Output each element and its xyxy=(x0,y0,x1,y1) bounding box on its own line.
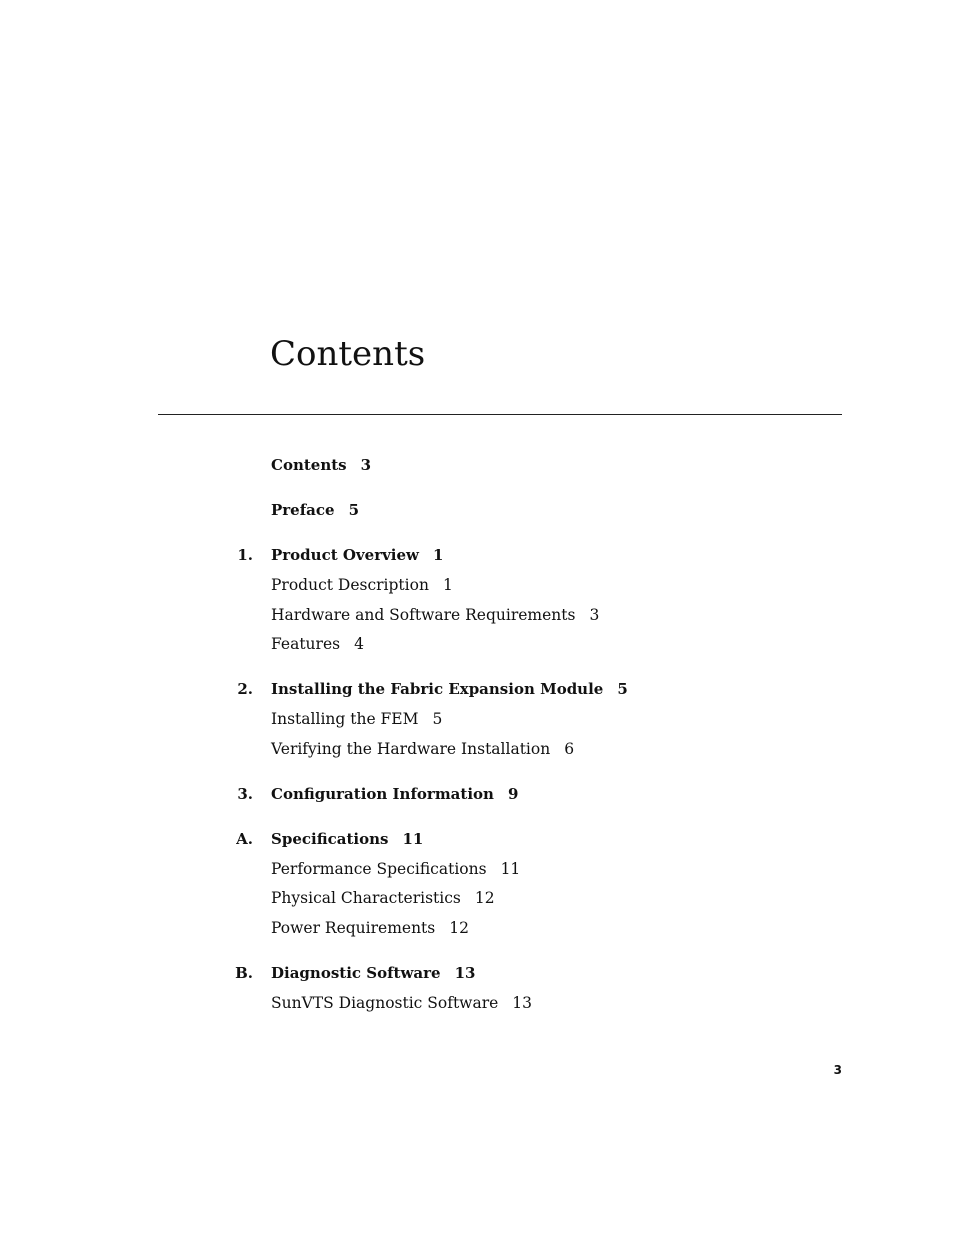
toc-entry-label: Power Requirements xyxy=(271,919,436,937)
toc-entry-page: 12 xyxy=(449,919,469,937)
toc-chapter-entry[interactable] xyxy=(271,545,443,565)
toc-entry-label: Physical Characteristics xyxy=(271,889,461,907)
toc-entry-page: 6 xyxy=(564,740,575,758)
toc-section-entry[interactable] xyxy=(271,575,453,595)
toc-chapter-entry[interactable] xyxy=(271,784,518,804)
toc-chapter-entry[interactable] xyxy=(271,500,359,520)
toc-section-entry[interactable] xyxy=(271,993,532,1013)
toc-entry-page: 5 xyxy=(432,710,443,728)
toc-entry-page: 1 xyxy=(442,576,453,594)
toc-entry-label: SunVTS Diagnostic Software xyxy=(271,994,499,1012)
toc-entry-page: 3 xyxy=(360,456,372,474)
toc-entry-label: Product Overview xyxy=(271,546,419,564)
toc-chapter-entry[interactable] xyxy=(271,829,423,849)
toc-entry-page: 3 xyxy=(589,606,600,624)
toc-entry-label: Product Description xyxy=(271,576,429,594)
page-number: 3 xyxy=(833,1063,842,1077)
toc-chapter-entry[interactable] xyxy=(271,679,628,699)
toc-entry-label: Verifying the Hardware Installation xyxy=(271,740,551,758)
toc-entry-page: 13 xyxy=(512,994,533,1012)
toc-section-entry[interactable] xyxy=(271,605,599,625)
toc-entry-label: Hardware and Software Requirements xyxy=(271,606,576,624)
toc-chapter-entry[interactable] xyxy=(271,455,371,475)
toc-chapter-number: 3. xyxy=(237,785,253,803)
toc-entry-label: Features xyxy=(271,635,341,653)
toc-entry-page: 1 xyxy=(432,546,444,564)
toc-chapter-entry[interactable] xyxy=(271,963,475,983)
page-title: Contents xyxy=(270,334,426,374)
toc-entry-page: 13 xyxy=(454,964,476,982)
toc-entry-label: Performance Specifications xyxy=(271,860,487,878)
toc-entry-label: Specifications xyxy=(271,830,389,848)
toc-section-entry[interactable] xyxy=(271,918,469,938)
toc-entry-label: Installing the Fabric Expansion Module xyxy=(271,680,604,698)
toc-entry-label: Configuration Information xyxy=(271,785,494,803)
toc-section-entry[interactable] xyxy=(271,859,520,879)
toc-entry-page: 5 xyxy=(617,680,628,698)
toc-entry-page: 5 xyxy=(348,501,360,519)
toc-entry-page: 12 xyxy=(474,889,495,907)
toc-chapter-number: B. xyxy=(235,964,253,982)
toc-section-entry[interactable] xyxy=(271,739,574,759)
toc-entry-page: 11 xyxy=(402,830,424,848)
toc-chapter-number: 1. xyxy=(237,546,253,564)
toc-entry-label: Contents xyxy=(271,456,347,474)
toc-entry-label: Installing the FEM xyxy=(271,710,419,728)
toc-chapter-number: A. xyxy=(236,830,253,848)
toc-section-entry[interactable] xyxy=(271,888,495,908)
toc-section-entry[interactable] xyxy=(271,634,364,654)
title-divider xyxy=(158,414,842,415)
toc-entry-page: 9 xyxy=(507,785,519,803)
toc-entry-page: 11 xyxy=(500,860,521,878)
toc-entry-page: 4 xyxy=(354,635,364,653)
toc-entry-label: Preface xyxy=(271,501,335,519)
toc-chapter-number: 2. xyxy=(237,680,253,698)
toc-section-entry[interactable] xyxy=(271,709,442,729)
toc-entry-label: Diagnostic Software xyxy=(271,964,441,982)
